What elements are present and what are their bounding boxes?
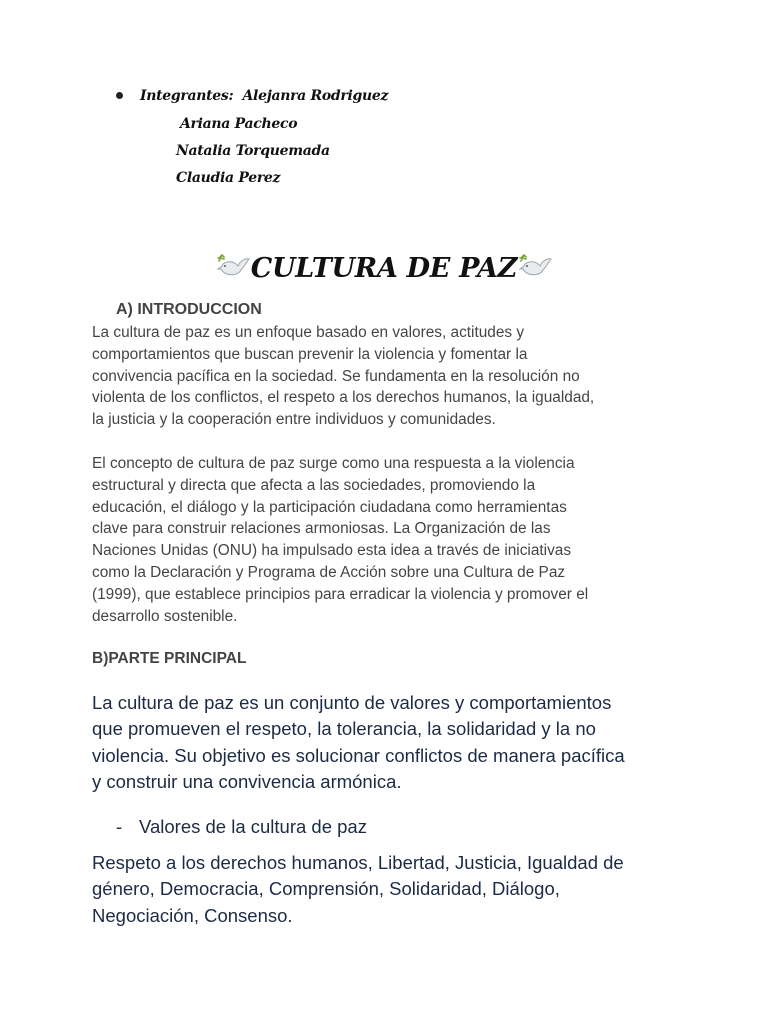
text-line: (1999), que establece principios para erradicar la violencia y promover el (92, 585, 589, 603)
text-line: El concepto de cultura de paz surge como una respuesta a la violencia (92, 455, 575, 472)
values-paragraph (92, 850, 682, 929)
member-name: Alejanra Rodriguez (242, 88, 389, 104)
text-line: estructural y directa que afecta a las sociedades, promoviendo la (92, 476, 536, 494)
text-line: educación, el diálogo y la participación ciudadana como herramientas (92, 498, 567, 516)
text-line: violenta de los conflictos, el respeto a los derechos humanos, la igualdad, (92, 389, 595, 407)
text-line: y construir una convivencia armónica. (92, 770, 402, 792)
list-item (116, 816, 367, 838)
text-line: Negociación, Consenso. (92, 904, 293, 926)
text-line: clave para construir relaciones armoniosas. La Organización de las (92, 520, 551, 538)
member-name: Ariana Pacheco (180, 116, 298, 132)
text-line: que promueven el respeto, la tolerancia, la solidaridad y la no (92, 718, 596, 740)
text-line: Naciones Unidas (ONU) ha impulsado esta idea a través de iniciativas (92, 542, 572, 560)
intro-paragraph-1 (92, 322, 672, 431)
main-paragraph (92, 690, 682, 795)
intro-paragraph-2 (92, 453, 672, 627)
intro-heading: A) INTRODUCCION (116, 301, 262, 318)
main-heading: B)PARTE PRINCIPAL (92, 650, 247, 667)
text-line: convivencia pacífica en la sociedad. Se fundamenta en la resolución no (92, 367, 580, 385)
members-label: Integrantes: (140, 88, 234, 104)
member-name: Claudia Perez (176, 170, 281, 186)
member-name: Natalia Torquemada (176, 143, 330, 159)
list-marker: - (116, 816, 123, 837)
text-line: desarrollo sostenible. (92, 607, 238, 625)
text-line: violencia. Su objetivo es solucionar conflictos de manera pacífica (92, 744, 625, 766)
text-line: La cultura de paz es un conjunto de valores y comportamientos (92, 692, 612, 713)
text-line: la justicia y la cooperación entre individuos y comunidades. (92, 411, 496, 429)
text-line: comportamientos que buscan prevenir la violencia y fomentar la (92, 345, 528, 363)
text-line: Respeto a los derechos humanos, Libertad, Justicia, Igualdad de (92, 852, 624, 873)
bullet-icon (116, 92, 123, 99)
dove-icon (215, 252, 251, 282)
list-item-label: Valores de la cultura de paz (139, 816, 367, 837)
text-line: como la Declaración y Programa de Acción sobre una Cultura de Paz (92, 563, 566, 581)
text-line: género, Democracia, Comprensión, Solidaridad, Diálogo, (92, 878, 560, 900)
dove-icon (517, 252, 553, 282)
page-title: CULTURA DE PAZ (250, 253, 518, 284)
page-title-block (0, 248, 768, 289)
members-row-1 (140, 86, 388, 106)
text-line: La cultura de paz es un enfoque basado en valores, actitudes y (92, 324, 525, 341)
